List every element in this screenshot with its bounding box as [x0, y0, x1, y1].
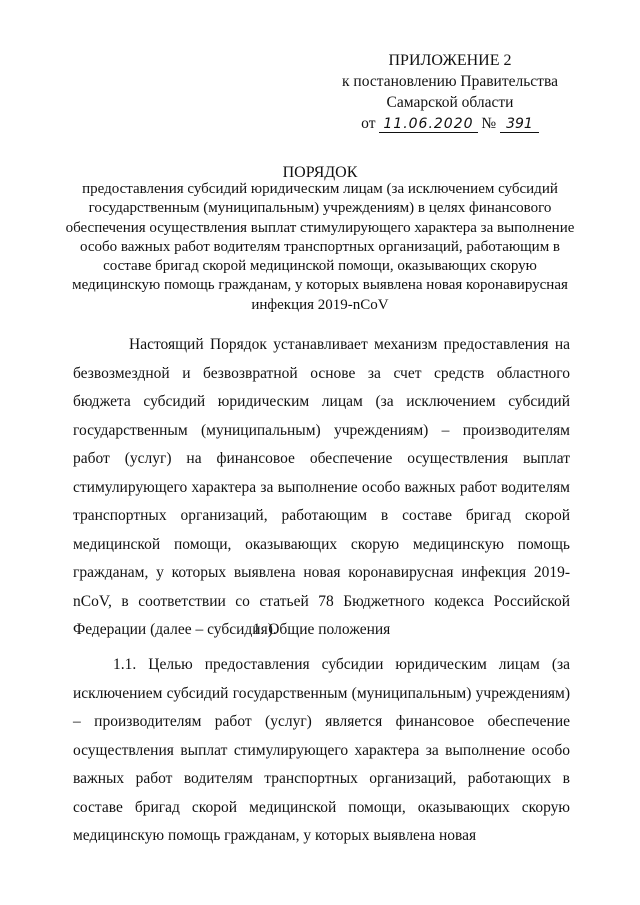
appendix-title: ПРИЛОЖЕНИЕ 2 — [388, 52, 512, 69]
appendix-line-2: Самарской области — [386, 94, 514, 111]
appendix-line-1: к постановлению Правительства — [342, 73, 558, 90]
date-prefix: от — [361, 115, 376, 132]
paragraph-intro: Настоящий Порядок устанавливает механизм предоставления на безвозмездной и безвозвратной основе за счет средств областного бюджета субсидий юридическим лицам (за исключением субсидий государственным (муниципальным) учреждениям) – производителям работ (услуг) на финансовое обеспечение осуществления выплат стимулирующего характера за выполнение особо важных работ водителям транспортных организаций, работающим в составе бригад скорой медицинской помощи, оказывающих скорую медицинскую помощь гражданам, у которых выявлена новая коронавирусная инфекция 2019-nCoV, в соответствии со статьей 78 Бюджетного кодекса Российской Федерации (далее – субсидия). — [73, 336, 570, 638]
appendix-date-line — [330, 113, 570, 135]
handwritten-date: 11.06.2020 — [379, 116, 477, 133]
number-prefix: № — [481, 115, 497, 132]
appendix-block — [330, 50, 570, 135]
paragraph-1-1: 1.1. Целью предоставления субсидии юридическим лицам (за исключением субсидий государственным (муниципальным) учреждениям) – производителям работ (услуг) является финансовое обеспечение осуществления выплат стимулирующего характера за выполнение особо важных работ водителям транспортных организаций, работающих в составе бригад скорой медицинской помощи, оказывающих скорую медицинскую помощь гражданам, у которых выявлена новая — [73, 656, 570, 844]
section-heading: 1. Общие положения — [252, 621, 391, 638]
handwritten-number: 391 — [500, 116, 539, 133]
document-subtitle: предоставления субсидий юридическим лицам (за исключением субсидий государственным (муниципальным) учреждениям) в целях финансового обеспечения осуществления выплат стимулирующего характера за выполнение особо важных работ водителям транспортных организаций, работающим в составе бригад скорой медицинской помощи, оказывающих скорую медицинскую помощь гражданам, у которых выявлена новая коронавирусная инфекция 2019-nCoV — [65, 181, 575, 313]
document-title: ПОРЯДОК — [282, 164, 358, 181]
